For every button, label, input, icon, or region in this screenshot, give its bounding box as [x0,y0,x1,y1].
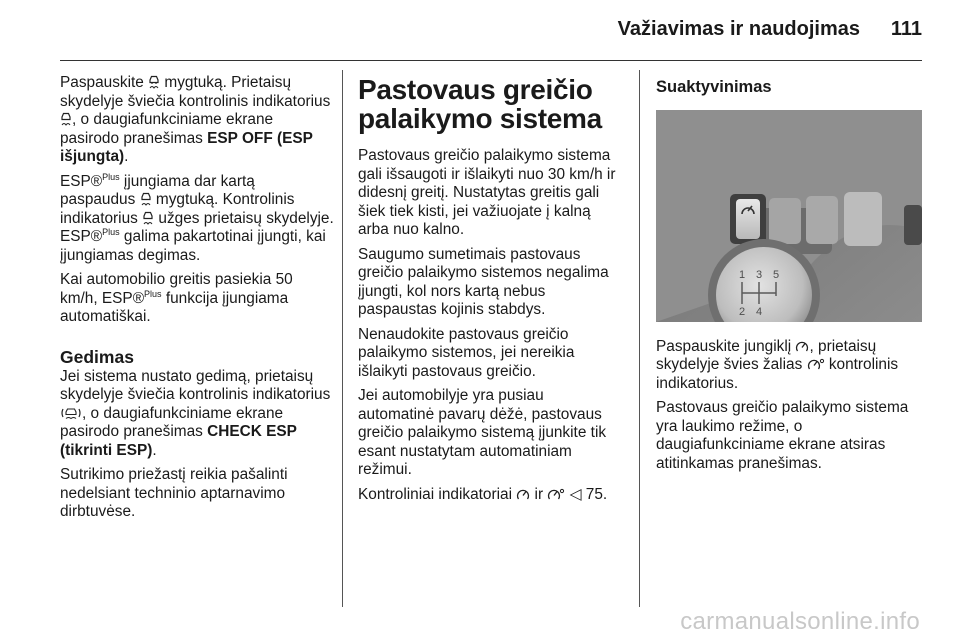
cruise-safety-paragraph: Saugumo sumetimais pastovaus greičio palaikymo sistemos negalima įjungti, kol nors kartą nebus paspaustas kojinis stabdys. [358,245,609,318]
column-3 [656,74,922,479]
standby-paragraph: Pastovaus greičio palaikymo sistema yra laukimo režime, o daugiafunkciniame ekrane atsiras atitinkamas pranešimas. [656,399,909,472]
cruise-intro-paragraph: Pastovaus greičio palaikymo sistema gali išsaugoti ir išlaikyti nuo 30 km/h ir didesnį greitį. Nustatytas greitis gali šiek tiek kisti, jei važiuojate į kalną arba nuo kalno. [358,147,616,238]
column-divider-right [639,70,640,607]
esp-indicator-icon [142,210,154,225]
esp-off-paragraph: Paspauskite mygtuką. Prietaisų skydelyje šviečia kontrolinis indikatorius , o daugiafunkciniame ekrane pasirodo pranešimas ESP OFF (ESP išjungta). [60,74,331,165]
fault-paragraph: Jei sistema nustato gedimą, prietaisų skydelyje šviečia kontrolinis indikatorius , o daugiafunkciniame ekrane pasirodo pranešimas CHECK ESP (tikrinti ESP). [60,367,331,459]
fault-heading: Gedimas [60,346,134,367]
cruise-control-set-icon [547,488,565,501]
gear-label-4: 4 [755,305,763,318]
page-header [60,0,922,61]
column-divider-left [342,70,343,607]
page-number: 111 [890,18,922,40]
activation-paragraph: Paspauskite jungiklį , prietaisų skydelyje švies žalias kontrolinis indikatorius. [656,337,899,392]
column-2 [358,74,624,510]
cruise-control-icon [516,488,530,501]
esp-car-skid-icon [148,74,160,89]
column-1 [60,74,334,528]
gear-label-1: 1 [738,268,746,281]
cruise-control-set-icon [807,358,825,371]
cruise-control-title: Pastovaus greičio palaikymo sistema [358,74,602,134]
cruise-control-icon [795,340,809,353]
repair-paragraph: Sutrikimo priežastį reikia pašalinti nedelsiant techninio aptarnavimo dirbtuvėse. [60,466,288,520]
esp-speed-paragraph: Kai automobilio greitis pasiekia 50 km/h, ESP®$^{Plus}$ funkcija įjungiama automatiškai. [60,271,293,325]
cruise-indicators-paragraph: Kontroliniai indikatoriai ir ◁ 75. [358,485,608,503]
gear-label-2: 2 [738,305,746,318]
cruise-switch-photo [656,110,922,322]
activation-heading: Suaktyvinimas [656,78,772,96]
esp-indicator-icon [60,111,72,126]
gear-label-3: 3 [755,268,763,281]
esp-on-paragraph: ESP®$^{Plus}$ įjungiama dar kartą paspaudus mygtuką. Kontrolinis indikatorius užges prietaisų skydelyje. ESP®$^{Plus}$ galima pakartotinai įjungti, kai įjungiamas degimas. [60,171,334,264]
header-title: Važiavimas ir naudojimas [617,18,860,40]
esp-car-skid-icon [140,191,152,206]
watermark: carmanualsonline.info [680,608,920,635]
gear-label-5: 5 [772,268,780,281]
cruise-gearbox-paragraph: Jei automobilyje yra pusiau automatinė pavarų dėžė, pastovaus greičio palaikymo sistemą įjunkite tik esant nustatytam automatiniam režimui. [358,387,607,478]
esp-warning-icon [60,406,82,420]
cruise-usage-paragraph: Nenaudokite pastovaus greičio palaikymo sistemos, jei nereikia išlaikyti pastovaus greičio. [358,325,575,380]
reference-arrow-icon: ◁ [565,485,582,503]
